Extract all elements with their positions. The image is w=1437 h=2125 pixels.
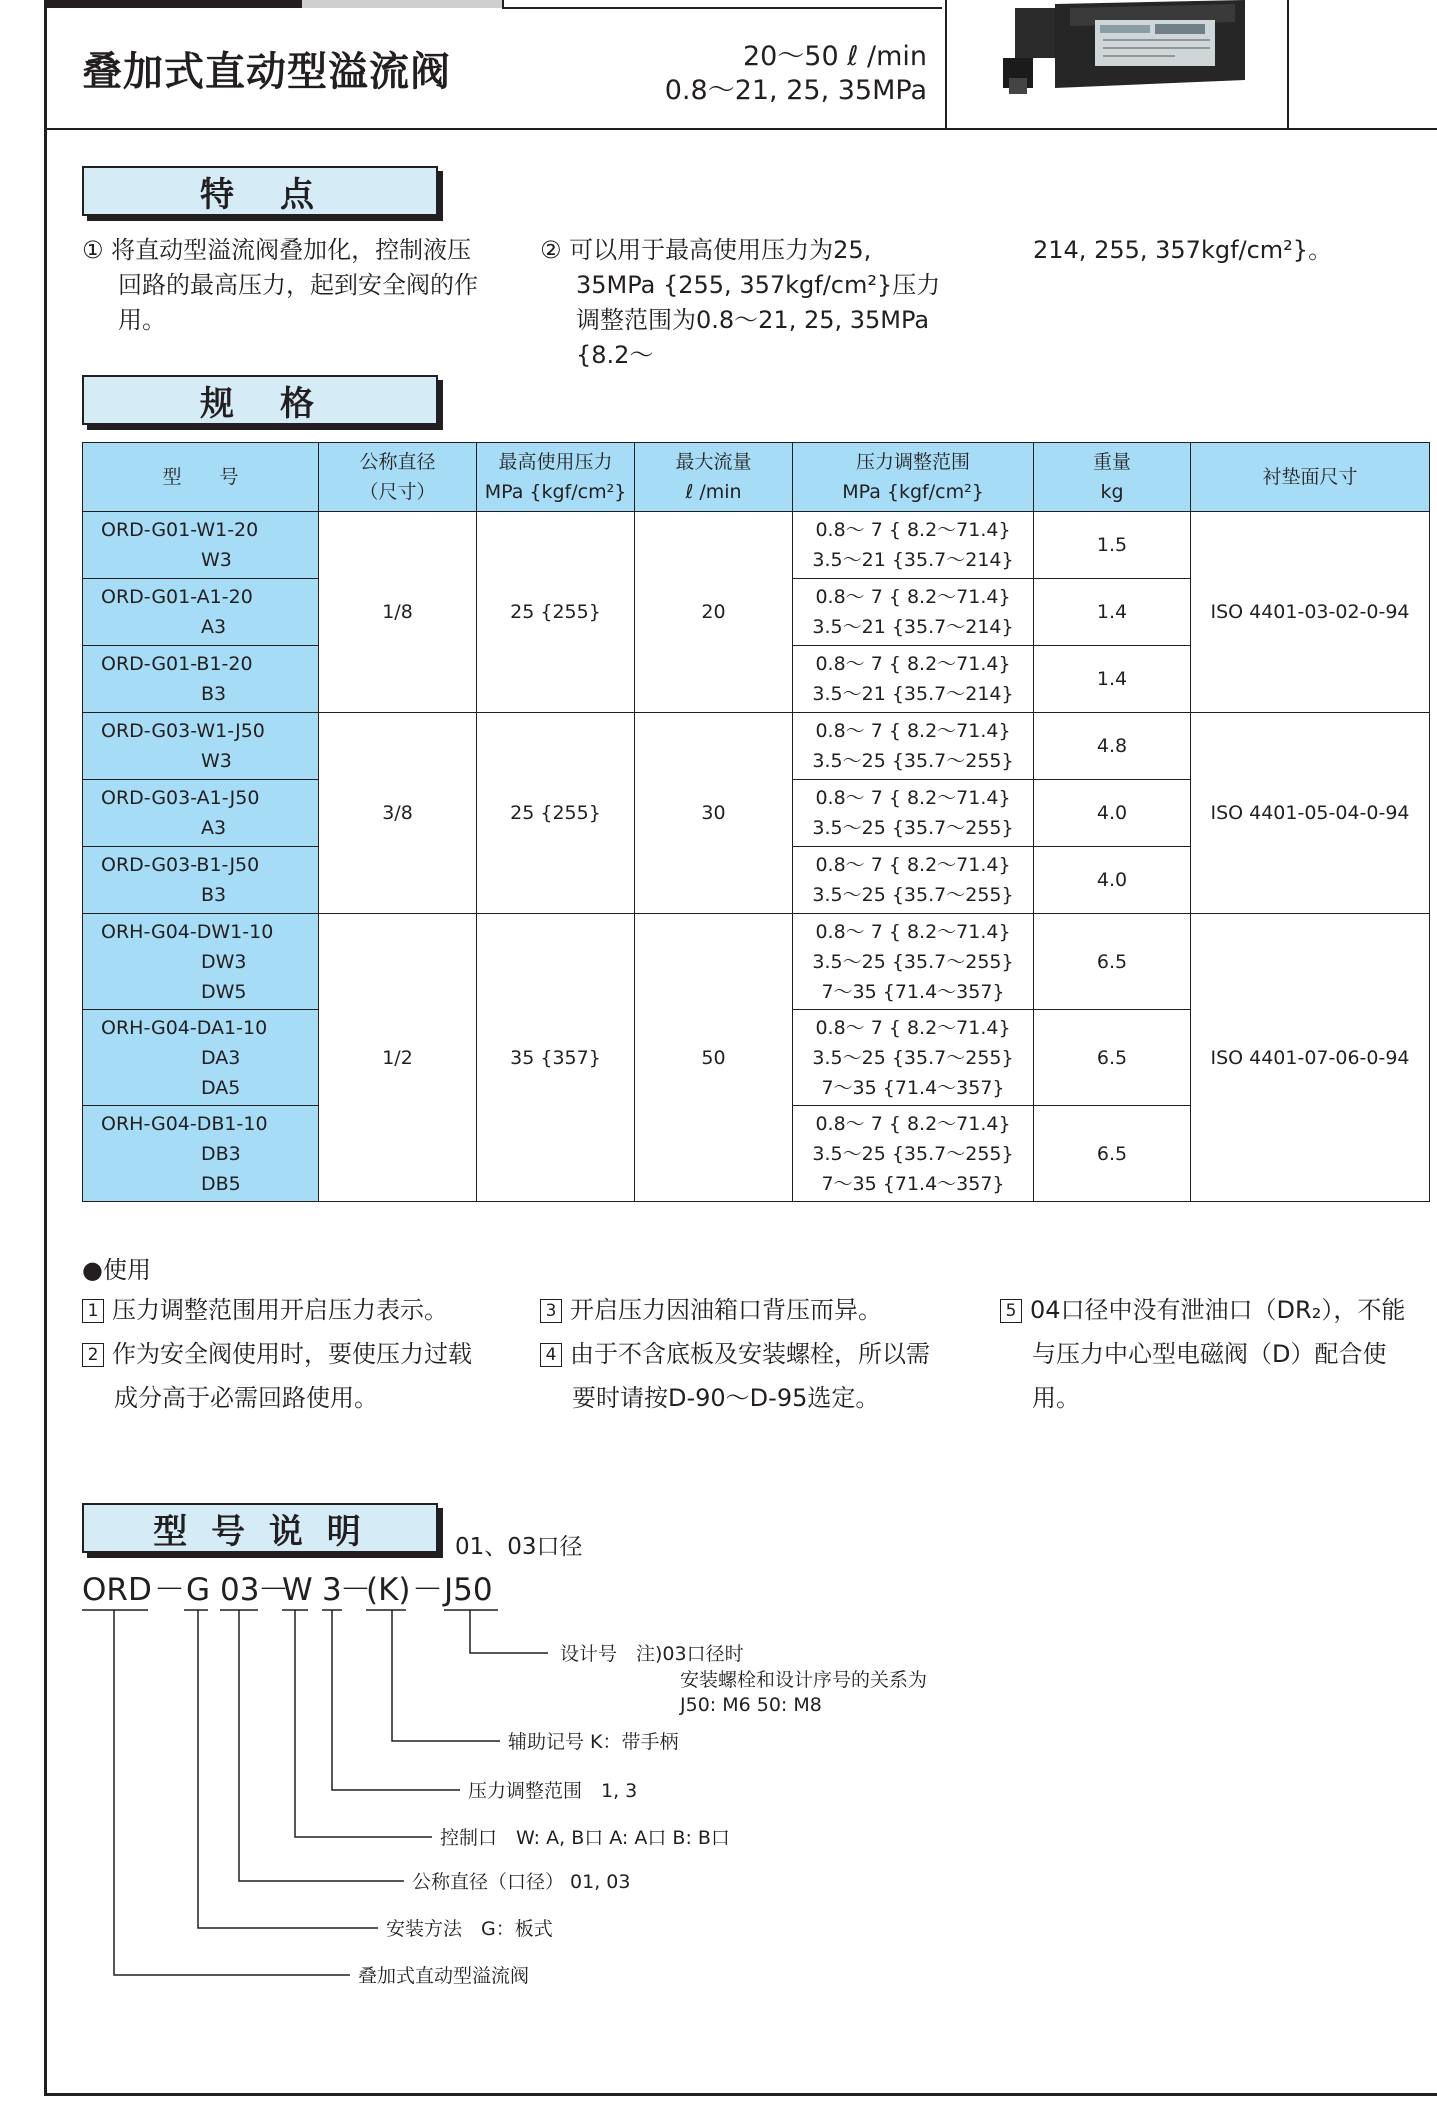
header-divider <box>945 0 947 130</box>
col-size: 公称直径 （尺寸） <box>319 443 477 512</box>
cell-range: 0.8～ 7 { 8.2～71.4} 3.5～25 {35.7～255} <box>793 713 1034 780</box>
col-range: 压力调整范围 MPa {kgf/cm²} <box>793 443 1034 512</box>
cell-max-flow: 20 <box>635 512 793 713</box>
table-header-row <box>83 443 1430 512</box>
cell-model: ORD-G03-A1-J50 A3 <box>83 780 319 847</box>
usage-title: ●使用 <box>82 1256 151 1284</box>
top-tab-dark <box>47 0 302 8</box>
cell-weight: 1.4 <box>1034 646 1191 713</box>
frame-left-border <box>44 0 47 2095</box>
cell-weight: 4.0 <box>1034 780 1191 847</box>
cell-weight: 6.5 <box>1034 1010 1191 1106</box>
cell-weight: 1.5 <box>1034 512 1191 579</box>
legend-series: 叠加式直动型溢流阀 <box>358 1965 530 1987</box>
legend-design-note: 安装螺栓和设计序号的关系为 <box>680 1669 928 1691</box>
feature-2-rest: 35MPa {255, 357kgf/cm²}压力调整范围为0.8～21, 25, 35MPa {8.2～ <box>576 271 941 369</box>
cell-model: ORH-G04-DA1-10 DA3 DA5 <box>83 1010 319 1106</box>
cell-max-flow: 30 <box>635 713 793 914</box>
cell-weight: 6.5 <box>1034 1106 1191 1202</box>
usage-note-3: 3 开启压力因油箱口背压而异。 <box>540 1288 980 1332</box>
code-part: － <box>412 1572 443 1608</box>
spec-table <box>82 442 1430 1202</box>
top-tab-grey <box>302 0 504 8</box>
cell-size: 1/2 <box>319 914 477 1202</box>
cell-range: 0.8～ 7 { 8.2～71.4} 3.5～25 {35.7～255} <box>793 780 1034 847</box>
section-heading-specs: 规 格 <box>82 375 438 425</box>
cell-weight: 1.4 <box>1034 579 1191 646</box>
legend-design-no: 设计号 注)03口径时 <box>560 1643 744 1665</box>
cell-range: 0.8～ 7 { 8.2～71.4} 3.5～21 {35.7～214} <box>793 512 1034 579</box>
cell-size: 1/8 <box>319 512 477 713</box>
cell-range: 0.8～ 7 { 8.2～71.4} 3.5～25 {35.7～255} 7～35 {71.4～357} <box>793 1106 1034 1202</box>
cell-model: ORD-G01-A1-20 A3 <box>83 579 319 646</box>
section-heading-features: 特 点 <box>82 166 438 216</box>
cell-model: ORD-G01-W1-20 W3 <box>83 512 319 579</box>
cell-range: 0.8～ 7 { 8.2～71.4} 3.5～25 {35.7～255} <box>793 847 1034 914</box>
header-divider <box>1287 0 1289 130</box>
code-part: 3 <box>322 1572 342 1608</box>
feature-item-1 <box>82 233 512 338</box>
model-subtitle: 01、03口径 <box>455 1534 583 1560</box>
model-code-parts <box>82 1572 493 1608</box>
feature-item-2 <box>540 233 960 373</box>
model-code-diagram <box>60 1560 1060 2000</box>
code-part: J50 <box>444 1572 493 1608</box>
top-rule <box>502 7 942 9</box>
spec-table-body <box>83 512 1430 1202</box>
code-part: 03 <box>220 1572 260 1608</box>
feature-2-continued: 214, 255, 357kgf/cm²}。 <box>1033 236 1333 264</box>
col-model: 型 号 <box>83 443 319 512</box>
legend-mount: 安装方法 G：板式 <box>386 1918 553 1940</box>
section-heading-model: 型 号 说 明 <box>82 1503 438 1553</box>
cell-range: 0.8～ 7 { 8.2～71.4} 3.5～25 {35.7～255} 7～35 {71.4～357} <box>793 914 1034 1010</box>
cell-model: ORH-G04-DW1-10 DW3 DW5 <box>83 914 319 1010</box>
table-row <box>83 512 1430 579</box>
feature-1-rest: 回路的最高压力，起到安全阀的作用。 <box>118 271 478 334</box>
table-row <box>83 914 1430 1010</box>
col-weight: 重量 kg <box>1034 443 1191 512</box>
cell-range: 0.8～ 7 { 8.2～71.4} 3.5～25 {35.7～255} 7～35 {71.4～357} <box>793 1010 1034 1106</box>
code-part: W <box>282 1572 313 1608</box>
cell-model: ORD-G03-B1-J50 B3 <box>83 847 319 914</box>
code-part: G <box>186 1572 211 1608</box>
cell-weight: 4.8 <box>1034 713 1191 780</box>
legend-design-bolts: J50: M6 50: M8 <box>680 1694 822 1716</box>
col-mount: 衬垫面尺寸 <box>1191 443 1430 512</box>
cell-model: ORD-G01-B1-20 B3 <box>83 646 319 713</box>
usage-note-1: 1 压力调整范围用开启压力表示。 <box>82 1288 522 1332</box>
code-part: － <box>154 1572 185 1608</box>
code-part: － <box>340 1572 371 1608</box>
usage-note-2: 2 作为安全阀使用时，要使压力过载 成分高于必需回路使用。 <box>82 1332 522 1420</box>
pressure-range: 0.8～21, 25, 35MPa <box>664 75 927 106</box>
legend-control: 控制口 W: A, B口 A: A口 B: B口 <box>440 1827 730 1849</box>
cell-weight: 4.0 <box>1034 847 1191 914</box>
cell-range: 0.8～ 7 { 8.2～71.4} 3.5～21 {35.7～214} <box>793 646 1034 713</box>
flow-range: 20～50 ℓ /min <box>742 41 927 72</box>
cell-size: 3/8 <box>319 713 477 914</box>
table-row <box>83 713 1430 780</box>
cell-model: ORH-G04-DB1-10 DB3 DB5 <box>83 1106 319 1202</box>
usage-note-4: 4 由于不含底板及安装螺栓，所以需 要时请按D-90～D-95选定。 <box>540 1332 980 1420</box>
header-rule <box>44 128 1437 130</box>
cell-weight: 6.5 <box>1034 914 1191 1010</box>
valve-photo <box>975 0 1265 100</box>
cell-max-pressure: 25 {255} <box>477 713 635 914</box>
cell-mount: ISO 4401-05-04-0-94 <box>1191 713 1430 914</box>
cell-max-flow: 50 <box>635 914 793 1202</box>
legend-size: 公称直径（口径） 01, 03 <box>412 1871 631 1893</box>
col-max-pressure: 最高使用压力 MPa {kgf/cm²} <box>477 443 635 512</box>
code-part: － <box>258 1572 289 1608</box>
col-max-flow: 最大流量 ℓ /min <box>635 443 793 512</box>
feature-2-lead: ② 可以用于最高使用压力为25, <box>540 236 872 264</box>
cell-range: 0.8～ 7 { 8.2～71.4} 3.5～21 {35.7～214} <box>793 579 1034 646</box>
cell-max-pressure: 35 {357} <box>477 914 635 1202</box>
legend-range: 压力调整范围 1, 3 <box>468 1780 638 1802</box>
feature-1-lead: ① 将直动型溢流阀叠加化，控制液压 <box>82 236 472 264</box>
page-title: 叠加式直动型溢流阀 <box>82 49 451 95</box>
usage-note-5: 5 04口径中没有泄油口（DR₂），不能 与压力中心型电磁阀（D）配合使 用。 <box>1000 1288 1430 1420</box>
cell-model: ORD-G03-W1-J50 W3 <box>83 713 319 780</box>
code-part: (K) <box>366 1572 411 1608</box>
cell-max-pressure: 25 {255} <box>477 512 635 713</box>
code-part: ORD <box>82 1572 152 1608</box>
frame-bottom-border <box>44 2093 1437 2096</box>
cell-mount: ISO 4401-03-02-0-94 <box>1191 512 1430 713</box>
cell-mount: ISO 4401-07-06-0-94 <box>1191 914 1430 1202</box>
legend-aux: 辅助记号 K：带手柄 <box>508 1731 679 1753</box>
